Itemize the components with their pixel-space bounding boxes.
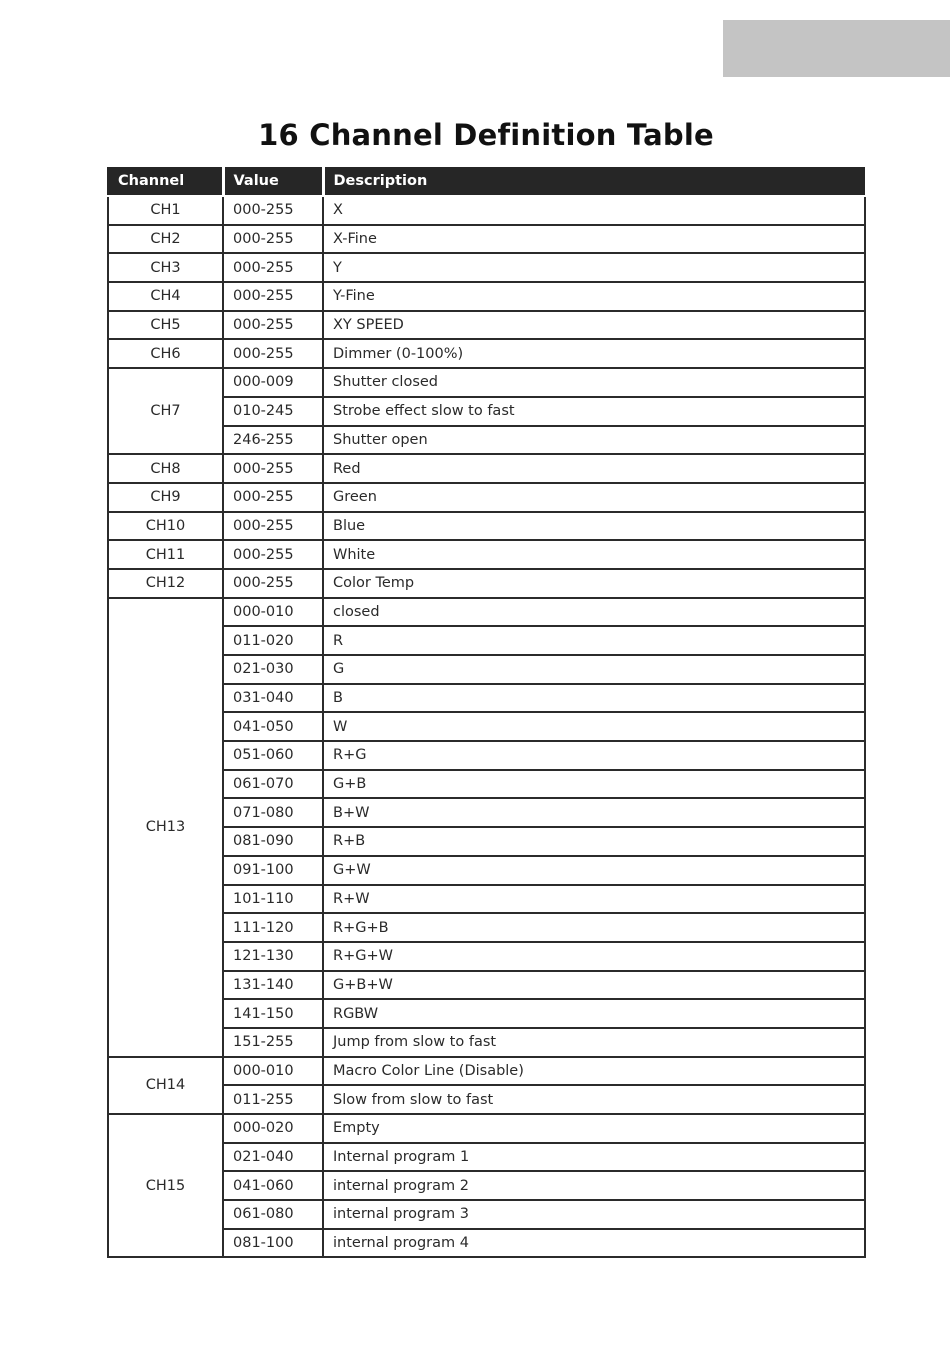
- value-cell: 151-255: [223, 1028, 323, 1057]
- channel-cell: CH1: [108, 196, 223, 225]
- channel-cell: CH8: [108, 454, 223, 483]
- value-cell: 061-070: [223, 770, 323, 799]
- value-cell: 021-030: [223, 655, 323, 684]
- description-cell: Empty: [323, 1114, 865, 1143]
- table-row: [108, 1057, 865, 1086]
- table-row: [108, 282, 865, 311]
- value-cell: 010-245: [223, 397, 323, 426]
- channel-cell: CH14: [108, 1057, 223, 1114]
- description-cell: R: [323, 626, 865, 655]
- page-title: 16 Channel Definition Table: [258, 118, 714, 152]
- channel-cell: CH5: [108, 311, 223, 340]
- value-cell: 000-255: [223, 225, 323, 254]
- description-cell: R+G: [323, 741, 865, 770]
- value-cell: 000-010: [223, 598, 323, 627]
- channel-cell: CH6: [108, 339, 223, 368]
- description-cell: Y-Fine: [323, 282, 865, 311]
- channel-cell: CH12: [108, 569, 223, 598]
- table-row: [108, 1114, 865, 1143]
- value-cell: 011-020: [223, 626, 323, 655]
- description-cell: X: [323, 196, 865, 225]
- value-cell: 081-100: [223, 1229, 323, 1258]
- header-channel: Channel: [108, 167, 223, 196]
- description-cell: R+G+B: [323, 913, 865, 942]
- value-cell: 000-009: [223, 368, 323, 397]
- table-row: [108, 569, 865, 598]
- value-cell: 000-010: [223, 1057, 323, 1086]
- description-cell: RGBW: [323, 999, 865, 1028]
- description-cell: Shutter open: [323, 426, 865, 455]
- table-row: [108, 368, 865, 397]
- description-cell: White: [323, 540, 865, 569]
- description-cell: internal program 4: [323, 1229, 865, 1258]
- channel-cell: CH10: [108, 512, 223, 541]
- value-cell: 000-255: [223, 196, 323, 225]
- value-cell: 121-130: [223, 942, 323, 971]
- table-header-row: [108, 167, 865, 196]
- description-cell: Slow from slow to fast: [323, 1085, 865, 1114]
- description-cell: X-Fine: [323, 225, 865, 254]
- channel-cell: CH3: [108, 253, 223, 282]
- description-cell: R+G+W: [323, 942, 865, 971]
- description-cell: internal program 2: [323, 1171, 865, 1200]
- description-cell: G: [323, 655, 865, 684]
- table-row: [108, 454, 865, 483]
- channel-cell: CH13: [108, 598, 223, 1057]
- value-cell: 111-120: [223, 913, 323, 942]
- channel-cell: CH2: [108, 225, 223, 254]
- description-cell: Color Temp: [323, 569, 865, 598]
- value-cell: 131-140: [223, 971, 323, 1000]
- description-cell: B: [323, 684, 865, 713]
- description-cell: internal program 3: [323, 1200, 865, 1229]
- value-cell: 021-040: [223, 1143, 323, 1172]
- channel-cell: CH9: [108, 483, 223, 512]
- value-cell: 051-060: [223, 741, 323, 770]
- value-cell: 000-255: [223, 253, 323, 282]
- description-cell: W: [323, 712, 865, 741]
- channel-cell: CH15: [108, 1114, 223, 1257]
- table-row: [108, 339, 865, 368]
- page-corner-tab: [723, 20, 950, 77]
- value-cell: 000-020: [223, 1114, 323, 1143]
- value-cell: 000-255: [223, 339, 323, 368]
- value-cell: 101-110: [223, 885, 323, 914]
- value-cell: 000-255: [223, 483, 323, 512]
- description-cell: G+B+W: [323, 971, 865, 1000]
- description-cell: Internal program 1: [323, 1143, 865, 1172]
- value-cell: 141-150: [223, 999, 323, 1028]
- description-cell: B+W: [323, 798, 865, 827]
- value-cell: 041-060: [223, 1171, 323, 1200]
- channel-definition-table: [107, 167, 866, 1258]
- value-cell: 061-080: [223, 1200, 323, 1229]
- description-cell: G+W: [323, 856, 865, 885]
- description-cell: Shutter closed: [323, 368, 865, 397]
- channel-cell: CH7: [108, 368, 223, 454]
- value-cell: 000-255: [223, 282, 323, 311]
- table-row: [108, 253, 865, 282]
- value-cell: 000-255: [223, 569, 323, 598]
- description-cell: Strobe effect slow to fast: [323, 397, 865, 426]
- value-cell: 011-255: [223, 1085, 323, 1114]
- value-cell: 031-040: [223, 684, 323, 713]
- table-row: [108, 483, 865, 512]
- table-row: [108, 225, 865, 254]
- description-cell: Jump from slow to fast: [323, 1028, 865, 1057]
- value-cell: 071-080: [223, 798, 323, 827]
- description-cell: G+B: [323, 770, 865, 799]
- table-row: [108, 311, 865, 340]
- description-cell: R+W: [323, 885, 865, 914]
- description-cell: R+B: [323, 827, 865, 856]
- table-body: [108, 196, 865, 1257]
- channel-cell: CH11: [108, 540, 223, 569]
- channel-cell: CH4: [108, 282, 223, 311]
- table-row: [108, 196, 865, 225]
- value-cell: 091-100: [223, 856, 323, 885]
- table-row: [108, 598, 865, 627]
- table-row: [108, 512, 865, 541]
- header-value: Value: [223, 167, 323, 196]
- value-cell: 000-255: [223, 512, 323, 541]
- value-cell: 000-255: [223, 540, 323, 569]
- table-row: [108, 540, 865, 569]
- header-description: Description: [323, 167, 865, 196]
- value-cell: 000-255: [223, 311, 323, 340]
- description-cell: Dimmer (0-100%): [323, 339, 865, 368]
- description-cell: Y: [323, 253, 865, 282]
- description-cell: Blue: [323, 512, 865, 541]
- value-cell: 041-050: [223, 712, 323, 741]
- description-cell: closed: [323, 598, 865, 627]
- description-cell: Macro Color Line (Disable): [323, 1057, 865, 1086]
- value-cell: 246-255: [223, 426, 323, 455]
- description-cell: XY SPEED: [323, 311, 865, 340]
- description-cell: Green: [323, 483, 865, 512]
- value-cell: 000-255: [223, 454, 323, 483]
- description-cell: Red: [323, 454, 865, 483]
- value-cell: 081-090: [223, 827, 323, 856]
